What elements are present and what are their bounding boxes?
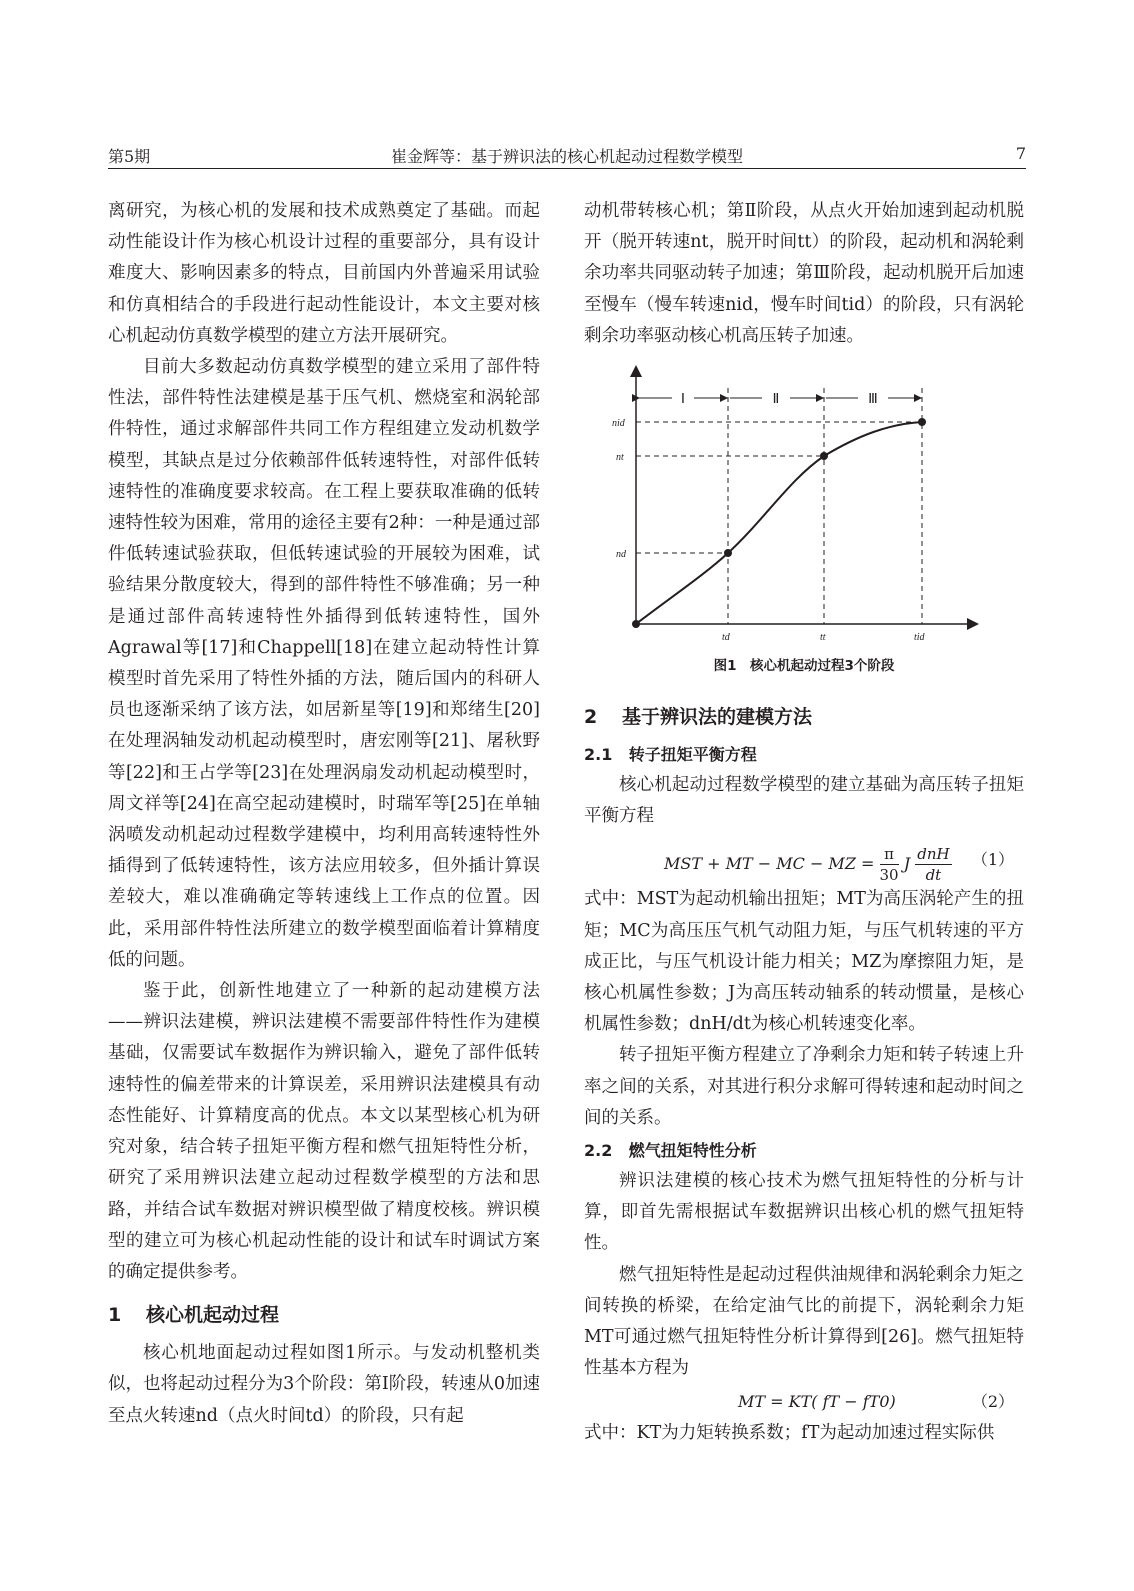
subsection-heading-2-2 [584,1136,1024,1166]
derivative-denominator: dt [925,866,942,885]
section-number: 1 [108,1304,122,1327]
stage-label-3: Ⅲ [868,392,878,408]
right-column [584,196,1024,1450]
equation-2 [584,1384,1024,1418]
figure-caption: 图1 核心机起动过程3个阶段 [713,657,895,674]
subsection-number: 2.2 [584,1141,613,1161]
paragraph: 动机带转核心机；第Ⅱ阶段，从点火开始加速到起动机脱开（脱开转速nt，脱开时间tt）的阶段，起动机和涡轮剩余功率共同驱动转子加速；第Ⅲ阶段，起动机脱开后加速至慢车（慢车转速nid，慢车时间tid）的阶段，只有涡轮剩余功率驱动核心机高压转子加速。 [584,201,1024,346]
equation-body: MT = KT( fT − fT0) [738,1392,896,1412]
equation-number: （2） [971,1392,1014,1412]
subsection-heading-2-1 [584,740,1024,770]
y-label-nt: nt [616,452,624,464]
y-label-nd: nd [616,549,626,561]
left-column [108,196,540,1432]
running-title: 崔金辉等：基于辨识法的核心机起动过程数学模型 [390,147,743,166]
point-origin [632,620,640,628]
paragraph: 辨识法建模的核心技术为燃气扭矩特性的分析与计算，即首先需根据试车数据辨识出核心机的燃气扭矩特性。 [584,1171,1024,1254]
section-heading-2 [584,702,1024,732]
thirty: 30 [879,866,899,885]
inertia-J: J [903,854,911,874]
section-number: 2 [584,706,598,729]
y-label-nid: nid [612,418,625,430]
section-title: 基于辨识法的建模方法 [622,706,813,729]
point-disengage [820,452,828,460]
derivative-numerator: dnH [917,845,950,864]
subsection-number: 2.1 [584,745,613,765]
speed-curve [636,422,922,624]
paragraph: 鉴于此，创新性地建立了一种新的起动建模方法——辨识法建模，辨识法建模不需要部件特性作为建模基础，仅需要试车数据作为辨识输入，避免了部件低转速特性的偏差带来的计算误差，采用辨识法建模具有动态性能好、计算精度高的优点。本文以某型核心机为研究对象，结合转子扭矩平衡方程和燃气扭矩特性分析，研究了采用辨识法建立起动过程数学模型的方法和思路，并结合试车数据对辨识模型做了精度校核。辨识模型的建立可为核心机起动性能的设计和试车时调试方案的确定提供参考。 [108,981,540,1282]
pi-symbol: π [880,844,899,865]
startup-stage-diagram [604,360,994,660]
page-number: 7 [1015,144,1026,163]
issue-number: 第5期 [108,147,151,166]
paragraph: 燃气扭矩特性是起动过程供油规律和涡轮剩余力矩之间转换的桥梁，在给定油气比的前提下，涡轮剩余力矩MT可通过燃气扭矩特性分析计算得到[26]。燃气扭矩特性基本方程为 [584,1264,1024,1379]
x-label-tt: tt [820,632,826,644]
paragraph: 式中：MST为起动机输出扭矩；MT为高压涡轮产生的扭矩；MC为高压压气机气动阻力矩，与压气机转速的平方成正比，与压气机设计能力相关；MZ为摩擦阻力矩，是核心机属性参数；J为高压转动轴系的转动惯量，是核心机属性参数；dnH/dt为核心机转速变化率。 [584,889,1024,1035]
subsection-title: 燃气扭矩特性分析 [628,1141,757,1161]
section-title: 核心机起动过程 [146,1304,280,1327]
stage-label-2: Ⅱ [772,392,780,408]
equation-lhs: MST + MT − MC − MZ = [664,854,875,874]
paragraph: 转子扭矩平衡方程建立了净剩余力矩和转子转速上升率之间的关系，对其进行积分求解可得转速和起动时间之间的关系。 [584,1045,1024,1128]
figure-1 [584,360,1024,690]
point-ignition [724,549,732,557]
point-idle [918,418,926,426]
paragraph: 核心机地面起动过程如图1所示。与发动机整机类似，也将起动过程分为3个阶段：第Ⅰ阶段，转速从0加速至点火转速nd（点火时间td）的阶段，只有起 [108,1343,540,1426]
x-label-tid: tid [914,632,925,644]
section-heading-1 [108,1300,540,1330]
running-header [108,144,1026,169]
paragraph: 核心机起动过程数学模型的建立基础为高压转子扭矩平衡方程 [584,775,1024,827]
paragraph: 式中：KT为力矩转换系数；fT为起动加速过程实际供 [584,1423,995,1444]
equation-number: （1） [971,850,1014,870]
stage-label-1: Ⅰ [680,392,686,408]
paragraph: 目前大多数起动仿真数学模型的建立采用了部件特性法，部件特性法建模是基于压气机、燃烧室和涡轮部件特性，通过求解部件共同工作方程组建立发动机数学模型，其缺点是过分依赖部件低转速特性，对部件低转速特性的准确度要求较高。在工程上要获取准确的低转速特性较为困难，常用的途径主要有2种：一种是通过部件低转速试验获取，但低转速试验的开展较为困难，试验结果分散度较大，得到的部件特性不够准确；另一种是通过部件高转速特性外插得到低转速特性，国外Agrawal等[17]和Chappell[18]在建立起动特性计算模型时首先采用了特性外插的方法，随后国内的科研人员也逐渐采纳了该方法，如居新星等[19]和郑绪生[20]在处理涡轴发动机起动模型时，唐宏刚等[21]、屠秋野等[22]和王占学等[23]在处理涡扇发动机起动模型时，周文祥等[24]在高空起动建模时，时瑞军等[25]在单轴涡喷发动机起动过程数学建模中，均利用高转速特性外插得到了低转速特性，该方法应用较多，但外插计算误差较大，难以准确确定等转速线上工作点的位置。因此，采用部件特性法所建立的数学模型面临着计算精度低的问题。 [108,357,540,970]
x-label-td: td [722,632,730,644]
subsection-title: 转子扭矩平衡方程 [628,745,757,765]
equation-1 [584,832,1024,884]
paragraph: 离研究，为核心机的发展和技术成熟奠定了基础。而起动性能设计作为核心机设计过程的重要部分，具有设计难度大、影响因素多的特点，目前国内外普遍采用试验和仿真相结合的手段进行起动性能设计，本文主要对核心机起动仿真数学模型的建立方法开展研究。 [108,201,540,346]
